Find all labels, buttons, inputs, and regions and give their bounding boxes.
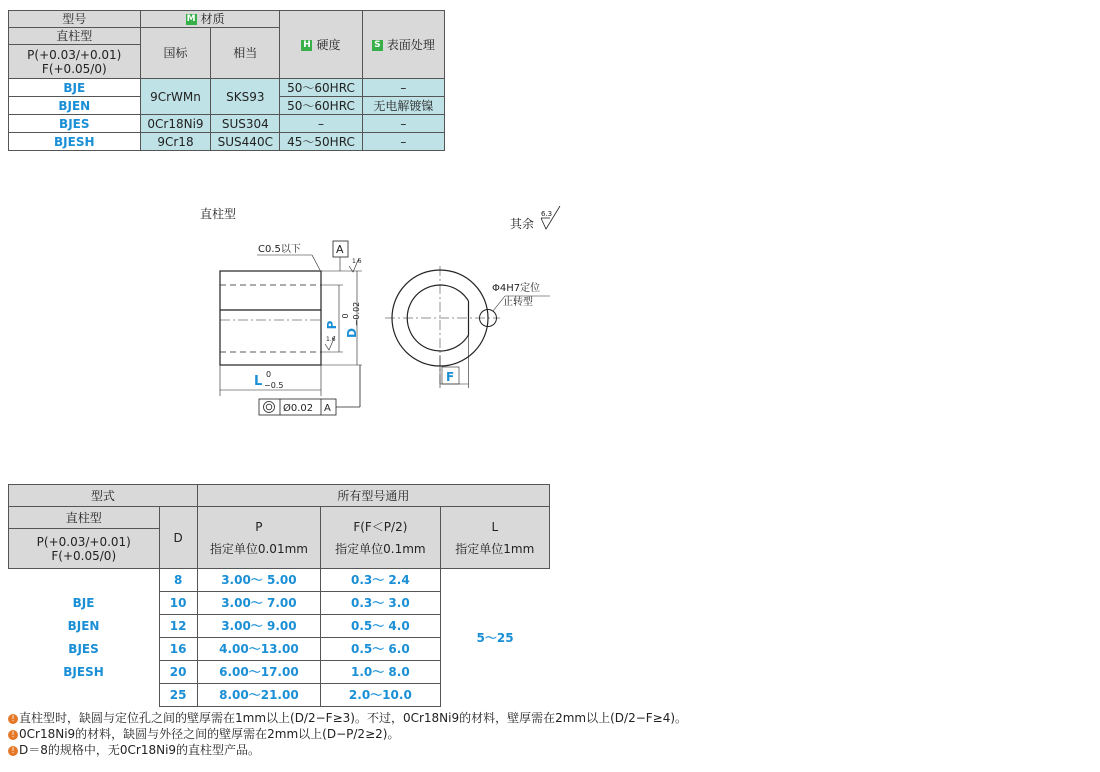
d-value: 10 [159, 592, 197, 615]
chamfer-label: C0.5以下 [258, 244, 301, 255]
tol-f: F(+0.05/0) [41, 61, 107, 76]
figure-title: 直柱型 [200, 207, 237, 221]
surface-bje: – [362, 79, 444, 97]
header-l-unit: 指定单位1mm [455, 541, 535, 556]
tol-p: P(+0.03/+0.01) [27, 47, 122, 62]
header-straight-2: 直柱型 [9, 507, 160, 529]
header-std: 国标 [140, 28, 211, 79]
f-value: 0.5～ 6.0 [321, 638, 440, 661]
surface-bjesh: – [362, 133, 444, 151]
header-p-label: P [255, 519, 263, 534]
concentricity-value: Ø0.02 [283, 403, 314, 414]
model-bjesh: BJESH [63, 664, 104, 679]
hardness-bjen: 50～60HRC [280, 97, 363, 115]
header-equiv: 相当 [211, 28, 280, 79]
f-value: 2.0～10.0 [321, 684, 440, 707]
note-1 [8, 711, 687, 726]
std-bje: 9CrWMn [140, 79, 211, 115]
hole-label-2: 止转型 [503, 297, 533, 308]
header-common: 所有型号通用 [197, 485, 549, 507]
hardness-bjesh: 45～50HRC [280, 133, 363, 151]
equiv-bje: SKS93 [211, 79, 280, 115]
note-2-text: 0Cr18Ni9的材料，缺圆与外径之间的壁厚需在2mm以上(D−P/2≥2)。 [19, 727, 400, 741]
d-value: 20 [159, 661, 197, 684]
side-view [220, 271, 321, 365]
spec-table-dimensions [8, 484, 550, 707]
dim-p-label: P [325, 320, 339, 330]
p-value: 8.00～21.00 [197, 684, 320, 707]
surface-bjes: – [362, 115, 444, 133]
dim-l-label: L [254, 374, 263, 389]
header-f-unit: 指定单位0.1mm [335, 541, 426, 556]
header-tolerance-2 [9, 529, 160, 569]
equiv-bjes: SUS304 [211, 115, 280, 133]
dim-l-tol-low: −0.5 [264, 381, 284, 390]
std-bjes: 0Cr18Ni9 [140, 115, 211, 133]
model-bjen: BJEN [67, 618, 100, 633]
chamfer-leader [257, 255, 320, 270]
header-surface-label: 表面处理 [386, 37, 435, 52]
datum-a-label: A [336, 243, 344, 256]
std-bjesh: 9Cr18 [140, 133, 211, 151]
roughness-label: 其余 [510, 217, 535, 231]
note-marker-icon: ! [8, 730, 18, 740]
dim-d-tol-low: −0.02 [352, 301, 361, 327]
model-bjesh: BJESH [9, 133, 141, 151]
d-value: 12 [159, 615, 197, 638]
header-p [197, 507, 320, 569]
f-value: 0.3～ 2.4 [321, 569, 440, 592]
p-value: 3.00～ 9.00 [197, 615, 320, 638]
header-f [321, 507, 440, 569]
f-value: 0.3～ 3.0 [321, 592, 440, 615]
note-3-text: D＝8的规格中，无0Cr18Ni9的直柱型产品。 [19, 743, 261, 757]
header-f-label: F(F＜P/2) [353, 519, 408, 534]
f-value: 1.0～ 8.0 [321, 661, 440, 684]
hardness-badge: H [303, 39, 311, 50]
hardness-bjes: – [280, 115, 363, 133]
concentricity-ref: A [324, 403, 331, 414]
tol-f-2: F(+0.05/0) [51, 548, 117, 563]
note-1-text: 直柱型时，缺圆与定位孔之间的壁厚需在1mm以上(D/2−F≥3)。不过，0Cr18Ni9的材料，壁厚需在2mm以上(D/2−F≥4)。 [19, 711, 688, 725]
note-marker-icon: ! [8, 714, 18, 724]
model-bjen: BJEN [9, 97, 141, 115]
model-bjes: BJES [9, 115, 141, 133]
surface-badge: S [372, 40, 383, 51]
header-material-label: 材质 [200, 12, 225, 26]
f-value: 0.5～ 4.0 [321, 615, 440, 638]
model-bje: BJE [9, 79, 141, 97]
material-badge: M [186, 14, 196, 24]
d-value: 8 [159, 569, 197, 592]
note-2 [8, 727, 399, 742]
equiv-bjesh: SUS440C [211, 133, 280, 151]
p-value: 4.00～13.00 [197, 638, 320, 661]
d-value: 16 [159, 638, 197, 661]
header-l-label: L [491, 519, 499, 534]
dim-d-label: D [345, 328, 359, 338]
header-d: D [159, 507, 197, 569]
note-3 [8, 743, 260, 758]
roughness-side-value: 1.6 [326, 336, 336, 343]
header-l [440, 507, 549, 569]
f-dimension-lines [440, 335, 469, 388]
model-list [9, 569, 160, 707]
model-bjes: BJES [68, 641, 99, 656]
model-bje: BJE [72, 595, 95, 610]
p-value: 3.00～ 7.00 [197, 592, 320, 615]
note-marker-icon: ! [8, 746, 18, 756]
header-straight: 直柱型 [9, 28, 141, 45]
header-model: 型号 [9, 11, 141, 28]
p-value: 6.00～17.00 [197, 661, 320, 684]
p-value: 3.00～ 5.00 [197, 569, 320, 592]
roughness-value: 6.3 [541, 210, 553, 218]
surface-bjen: 无电解镀镍 [362, 97, 444, 115]
dim-l-tol-up: 0 [266, 370, 272, 379]
tol-p-2: P(+0.03/+0.01) [36, 534, 131, 549]
roughness-top-value: 1.6 [352, 258, 362, 265]
header-type: 型式 [9, 485, 198, 507]
l-range: 5～25 [440, 569, 549, 707]
dim-d-tol-up: 0 [341, 313, 350, 319]
d-value: 25 [159, 684, 197, 707]
hole-label-1: Φ4H7定位 [492, 283, 541, 294]
dim-f-label: F [446, 370, 455, 384]
hardness-bje: 50～60HRC [280, 79, 363, 97]
header-p-unit: 指定单位0.01mm [209, 541, 308, 556]
header-hardness-label: 硬度 [316, 37, 341, 52]
